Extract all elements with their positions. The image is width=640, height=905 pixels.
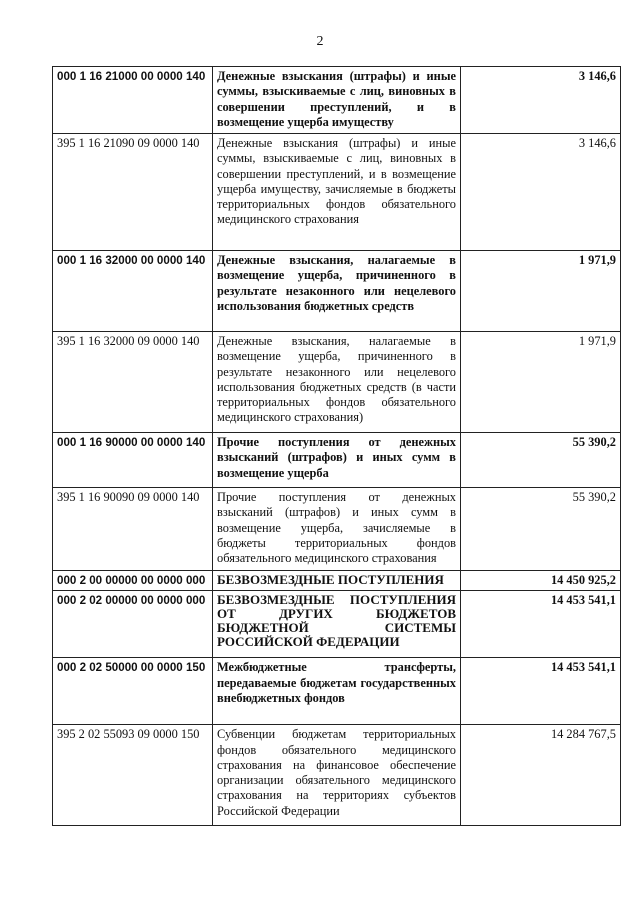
row-name: Денежные взыскания (штрафы) и иные суммы, взыскиваемые с лиц, виновных в совершении преступлений, и в возмещение ущерба имуществу, зачисляемые в бюджеты территориальных фондов обязательного медицинского страхования — [213, 134, 461, 251]
row-code: 395 1 16 21090 09 0000 140 — [53, 134, 213, 251]
row-amount: 1 971,9 — [461, 332, 621, 433]
row-name: Межбюджетные трансферты, передаваемые бюджетам государственных внебюджетных фондов — [213, 658, 461, 725]
table-row — [53, 134, 621, 251]
row-code: 000 2 02 50000 00 0000 150 — [53, 658, 213, 725]
row-name: Денежные взыскания (штрафы) и иные суммы, взыскиваемые с лиц, виновных в совершении преступлений, и в возмещение ущерба имуществу — [213, 67, 461, 134]
table-row — [53, 571, 621, 591]
row-code: 395 1 16 90090 09 0000 140 — [53, 488, 213, 571]
table-row — [53, 488, 621, 571]
row-amount: 55 390,2 — [461, 433, 621, 488]
row-code: 000 1 16 21000 00 0000 140 — [53, 67, 213, 134]
table-row — [53, 332, 621, 433]
row-amount: 1 971,9 — [461, 251, 621, 332]
row-code: 000 2 02 00000 00 0000 000 — [53, 591, 213, 658]
row-name: БЕЗВОЗМЕЗДНЫЕ ПОСТУПЛЕНИЯ ОТ ДРУГИХ БЮДЖЕТОВ БЮДЖЕТНОЙ СИСТЕМЫ РОССИЙСКОЙ ФЕДЕРАЦИИ — [213, 591, 461, 658]
row-code: 395 2 02 55093 09 0000 150 — [53, 725, 213, 826]
row-name: Прочие поступления от денежных взысканий (штрафов) и иных сумм в возмещение ущерба — [213, 433, 461, 488]
row-code: 000 2 00 00000 00 0000 000 — [53, 571, 213, 591]
row-name: Денежные взыскания, налагаемые в возмещение ущерба, причиненного в результате незаконного или нецелевого использования бюджетных средств — [213, 251, 461, 332]
row-code: 395 1 16 32000 09 0000 140 — [53, 332, 213, 433]
table-row — [53, 725, 621, 826]
row-name: Прочие поступления от денежных взысканий (штрафов) и иных сумм в возмещение ущерба, зачисляемые в бюджеты территориальных фондов обязательного медицинского страхования — [213, 488, 461, 571]
row-amount: 14 284 767,5 — [461, 725, 621, 826]
row-code: 000 1 16 90000 00 0000 140 — [53, 433, 213, 488]
row-name: БЕЗВОЗМЕЗДНЫЕ ПОСТУПЛЕНИЯ — [213, 571, 461, 591]
row-amount: 14 453 541,1 — [461, 591, 621, 658]
row-amount: 14 453 541,1 — [461, 658, 621, 725]
table-row — [53, 433, 621, 488]
table-row — [53, 251, 621, 332]
row-name: Денежные взыскания, налагаемые в возмещение ущерба, причиненного в результате незаконного или нецелевого использования бюджетных средств (в части территориальных фондов обязательного медицинского страхования) — [213, 332, 461, 433]
page-number: 2 — [316, 34, 324, 49]
row-amount: 3 146,6 — [461, 67, 621, 134]
table-row — [53, 658, 621, 725]
row-amount: 14 450 925,2 — [461, 571, 621, 591]
row-amount: 3 146,6 — [461, 134, 621, 251]
budget-revenue-table — [52, 66, 621, 826]
table-row — [53, 591, 621, 658]
row-amount: 55 390,2 — [461, 488, 621, 571]
table-row — [53, 67, 621, 134]
row-code: 000 1 16 32000 00 0000 140 — [53, 251, 213, 332]
row-name: Субвенции бюджетам территориальных фондов обязательного медицинского страхования на финансовое обеспечение организации обязательного медицинского страхования на территориях субъектов Российской Федерации — [213, 725, 461, 826]
